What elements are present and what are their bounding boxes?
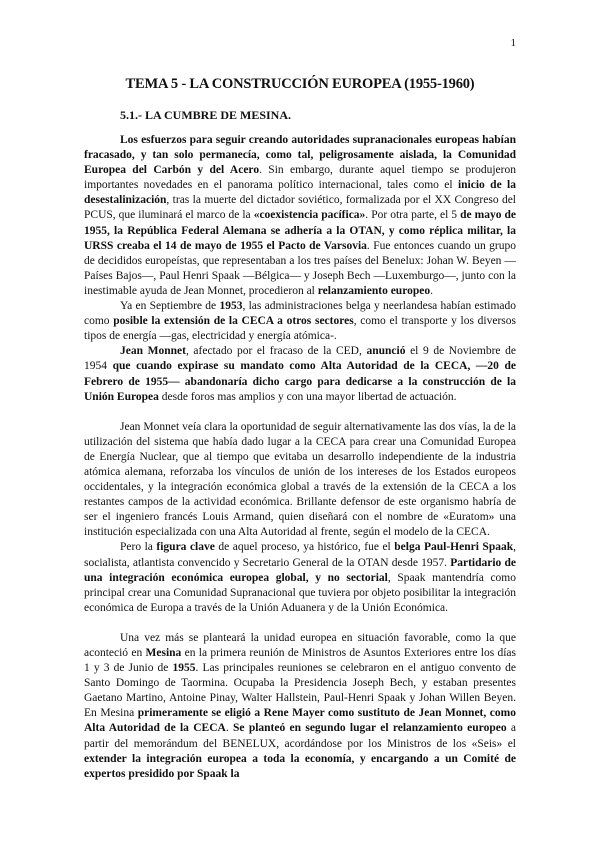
text-run: el 9 de Noviembre de 1954 — [84, 345, 516, 373]
bold-text: Partidario de una integración económica europea global, y no sectorial — [84, 556, 516, 584]
text-run: . Fue entonces cuando un grupo de decididos europeístas, que representaban a los tres países del Benelux: Johan W. Beyen —Países Bajos—, Paul Henri Spaak —Bélgica— y Joseph Bech —Luxemburgo—, junto con la inestimable ayuda de Jean Monnet, procedieron al — [84, 239, 517, 297]
text-run: Una vez más se planteará la unidad europea en situación favorable, como la que aconteció en — [84, 631, 516, 659]
bold-text: anunció — [366, 345, 406, 358]
text-run: en la primera reunión de Ministros de Asuntos Exteriores entre los días 1 y 3 de Junio de — [84, 647, 516, 675]
text-run: de aquel proceso, ya histórico, fue el — [214, 541, 395, 554]
text-run: . Sin embargo, durante aquel tiempo se produjeron importantes novedades en el panorama político internacional, tales como el — [84, 164, 516, 192]
text-run: , socialista, atlantista convencido y Secretario General de la OTAN desde 1957. — [84, 541, 516, 569]
bold-text: Los esfuerzos para seguir creando autoridades supranacionales europeas habían fracasado, y tan solo permanecía, como tal, peligrosamente aislada, la Comunidad Europea del Carbón y del Acero — [84, 134, 516, 177]
bold-text: «coexistencia pacífica» — [253, 209, 366, 222]
bold-text: extender la integración europea a toda la economía, y encargando a un Comité de expertos presidido por Spaak la — [84, 752, 516, 780]
bold-text: 1955 — [172, 662, 196, 675]
bold-text: inicio de la desestalinización — [84, 179, 516, 207]
bold-text: de mayo de 1955, la República Federal Alemana se adhería a la OTAN, y como réplica militar, la URSS creaba el 14 de mayo de 1955 el Pacto de Varsovia — [84, 209, 516, 252]
bold-text: posible la extensión de la CECA a otros sectores — [113, 315, 354, 328]
bold-text: figura clave — [156, 541, 215, 554]
bold-text: belga Paul-Henri Spaak — [394, 541, 514, 554]
text-run: . — [225, 722, 234, 735]
bold-text: primeramente se eligió a Rene Mayer como sustituto de Jean Monnet, como Alta Autoridad de la CECA — [84, 707, 516, 735]
bold-text: Jean Monnet — [120, 345, 186, 358]
text-run: . Las principales reuniones se celebraron en el antiguo convento de Santo Domingo de Taormina. Ocupaba la Presidencia Joseph Bech, y estaban presentes Gaetano Martino, Antoine Pinay, Walter Hallstein, Paul-Henri Spaak y Johan Willen Beyen. En Mesina — [84, 662, 516, 720]
text-run: , Spaak mantendría como principal crear una Comunidad Supranacional que tuviera por objeto posibilitar la integración económica de Europa a través de la Unión Aduanera y de la Unión Económica. — [84, 571, 516, 614]
document-title: TEMA 5 - LA CONSTRUCCIÓN EUROPEA (1955-1960) — [125, 76, 475, 92]
paragraph — [84, 540, 516, 615]
bold-text: Se planteó en segundo lugar el relanzamiento europeo — [233, 722, 507, 735]
text-run: Jean Monnet veía clara la oportunidad de seguir alternativamente las dos vías, la de la utilización del sistema que había dado lugar a la CECA para crear una Comunidad Europea de Energía Nuclear, que al tiempo que evitaba un desarrollo independiente de la industria atómica alemana, reforzaba los vínculos de unión de los intereses de los Estados europeos occidentales, y la integración económica global a través de la extensión de la CECA a los restantes campos de la actividad económica. Brillante defensor de este organismo habría de ser el ingeniero francés Louis Armand, quien diseñará con el nombre de «Euratom» una institución especializada con una Alta Autoridad al frente, según el modelo de la CECA. — [84, 420, 516, 539]
page-number: 1 — [510, 37, 516, 49]
text-run: . — [430, 284, 433, 297]
paragraph — [84, 631, 516, 782]
paragraph — [84, 133, 516, 299]
text-run: . Por otra parte, el 5 — [365, 209, 461, 222]
body-text — [84, 133, 516, 782]
text-run: , tras la muerte del dictador soviético, formalizada por el XX Congreso del PCUS, que iluminará el marco de la — [84, 194, 516, 222]
paragraph — [84, 420, 516, 541]
paragraph — [84, 344, 516, 404]
text-run: , afectado por el fracaso de la CED, — [185, 345, 367, 358]
bold-text: relanzamiento europeo — [317, 284, 431, 297]
text-run: , como el transporte y los diversos tipos de energía —gas, electricidad y energía atómica-. — [84, 315, 516, 343]
text-run: Pero la — [120, 541, 157, 554]
text-run: Ya en Septiembre de — [120, 300, 220, 313]
bold-text: Mesina — [145, 647, 182, 659]
section-heading: 5.1.- LA CUMBRE DE MESINA. — [120, 108, 292, 122]
text-run: , las administraciones belga y neerlandesa habían estimado como — [84, 300, 517, 328]
bold-text: que cuando expirase su mandato como Alta Autoridad de la CECA, —20 de Febrero de 1955— abandonaría dicho cargo para dedicarse a la construcción de la Unión Europea — [84, 360, 516, 403]
text-run: desde foros mas amplios y con una mayor libertad de actuación. — [158, 390, 457, 403]
text-run: a partir del memorándum del BENELUX, acordándose por los Ministros de los «Seis» el — [84, 722, 517, 750]
bold-text: 1953 — [219, 300, 243, 313]
paragraph — [84, 299, 516, 344]
